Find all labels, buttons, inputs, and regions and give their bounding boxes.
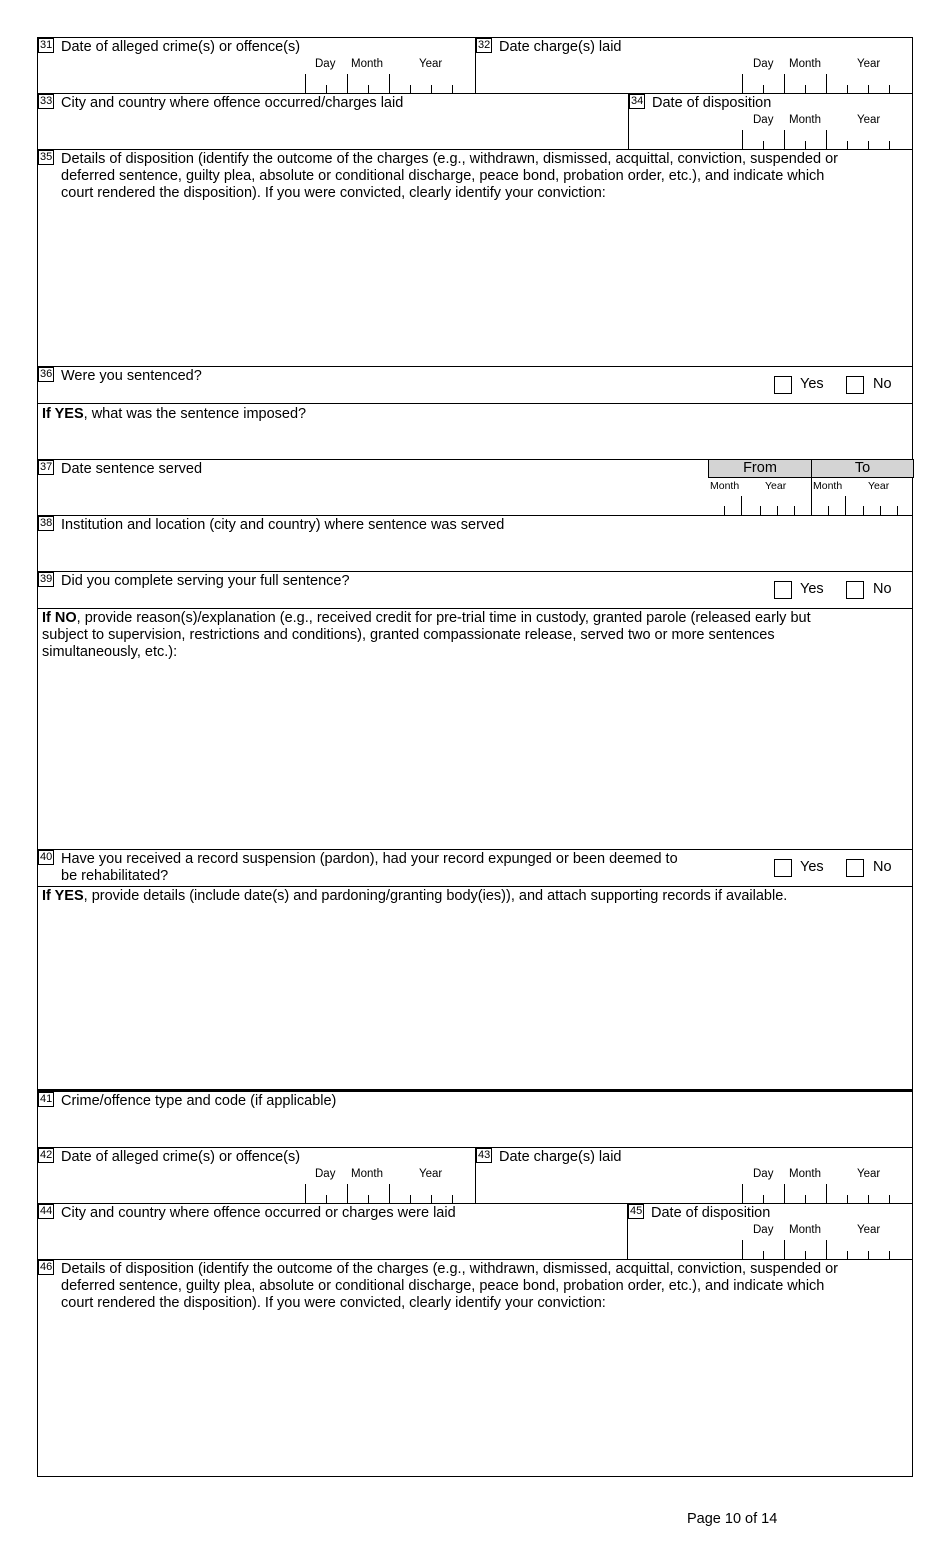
day-label: Day <box>315 58 336 70</box>
yes-checkbox[interactable] <box>774 859 792 877</box>
field-label: Date charge(s) laid <box>499 1149 622 1165</box>
field-36-sentence-cell[interactable] <box>37 403 913 460</box>
yes-label: Yes <box>800 581 824 597</box>
month-label: Month <box>710 480 740 492</box>
field-number: 38 <box>40 517 53 529</box>
field-label: Date charge(s) laid <box>499 39 622 55</box>
yes-label: Yes <box>800 859 824 875</box>
field-35-cell[interactable] <box>37 149 913 367</box>
field-label: Details of disposition (identify the outcome of the charges (e.g., withdrawn, dismissed, acquittal, conviction, suspended or deferred sentence, guilty plea, absolute or conditional discharge, peace bond, probation order, etc.), and indicate which court rendered the disposition). If you were convicted, clearly identify your conviction: <box>61 1261 838 1311</box>
field-label: Date sentence served <box>61 461 203 477</box>
field-39-cell <box>37 571 913 609</box>
field-number: 31 <box>40 39 53 51</box>
field-number: 46 <box>40 1261 53 1273</box>
yes-checkbox[interactable] <box>774 376 792 394</box>
field-number: 39 <box>40 573 53 585</box>
field-46-cell[interactable] <box>37 1259 913 1477</box>
field-33-cell[interactable] <box>37 93 629 150</box>
month-label: Month <box>789 58 821 70</box>
field-number: 33 <box>40 95 53 107</box>
field-39-explanation-cell[interactable] <box>37 608 913 850</box>
year-label: Year <box>419 58 443 70</box>
field-44-cell[interactable] <box>37 1203 628 1260</box>
field-number: 44 <box>40 1205 53 1217</box>
field-label: Did you complete serving your full sentence? <box>61 573 350 589</box>
day-label: Day <box>753 1168 774 1180</box>
yes-label: Yes <box>800 376 824 392</box>
field-38-cell[interactable] <box>37 515 913 572</box>
field-40-details-cell[interactable] <box>37 886 913 1092</box>
field-label: Details of disposition (identify the outcome of the charges (e.g., withdrawn, dismissed, acquittal, conviction, suspended or deferred sentence, guilty plea, absolute or conditional discharge, peace bond, probation order, etc.), and indicate which court rendered the disposition). If you were convicted, clearly identify your conviction: <box>61 151 838 201</box>
field-label: Date of alleged crime(s) or offence(s) <box>61 39 301 55</box>
page-number: Page 10 of 14 <box>687 1511 778 1527</box>
day-label: Day <box>315 1168 336 1180</box>
field-label: City and country where offence occurred or charges were laid <box>61 1205 456 1221</box>
year-label: Year <box>868 480 890 492</box>
field-label: Have you received a record suspension (pardon), had your record expunged or been deemed to be rehabilitated? <box>61 851 678 884</box>
field-label: Were you sentenced? <box>61 368 202 384</box>
field-label: Date of alleged crime(s) or offence(s) <box>61 1149 301 1165</box>
month-label: Month <box>813 480 843 492</box>
date-to-input[interactable] <box>811 478 914 516</box>
field-label: Date of disposition <box>652 95 772 111</box>
field-32-cell <box>475 37 913 94</box>
field-number: 43 <box>478 1149 491 1161</box>
to-header: To <box>811 459 914 478</box>
field-37-cell <box>37 459 913 516</box>
no-checkbox[interactable] <box>846 859 864 877</box>
no-label: No <box>873 581 892 597</box>
field-number: 40 <box>40 851 53 863</box>
date-input-dmy[interactable] <box>305 58 471 94</box>
date-input-dmy[interactable] <box>305 1168 471 1204</box>
field-label: If YES, provide details (include date(s) and pardoning/granting body(ies)), and attach supporting records if available. <box>42 888 788 904</box>
year-label: Year <box>765 480 787 492</box>
date-from-input[interactable] <box>708 478 812 516</box>
field-number: 41 <box>40 1093 53 1105</box>
month-label: Month <box>351 58 383 70</box>
month-label: Month <box>789 1168 821 1180</box>
month-label: Month <box>789 114 821 126</box>
field-label: City and country where offence occurred/charges laid <box>61 95 404 111</box>
field-label: Crime/offence type and code (if applicable) <box>61 1093 337 1109</box>
field-number: 42 <box>40 1149 53 1161</box>
field-43-cell <box>475 1147 913 1204</box>
year-label: Year <box>857 1168 881 1180</box>
year-label: Year <box>857 58 881 70</box>
year-label: Year <box>857 1224 881 1236</box>
day-label: Day <box>753 58 774 70</box>
month-label: Month <box>351 1168 383 1180</box>
field-number: 35 <box>40 151 53 163</box>
year-label: Year <box>857 114 881 126</box>
field-label: If YES, what was the sentence imposed? <box>42 406 307 422</box>
field-number: 45 <box>630 1205 643 1217</box>
field-number: 36 <box>40 368 53 380</box>
field-36-cell <box>37 366 913 404</box>
field-41-cell[interactable] <box>37 1091 913 1148</box>
field-34-cell <box>628 93 913 150</box>
year-label: Year <box>419 1168 443 1180</box>
date-input-dmy[interactable] <box>742 114 908 150</box>
field-number: 34 <box>631 95 644 107</box>
day-label: Day <box>753 1224 774 1236</box>
date-input-dmy[interactable] <box>742 58 908 94</box>
field-number: 37 <box>40 461 53 473</box>
day-label: Day <box>753 114 774 126</box>
field-42-cell <box>37 1147 476 1204</box>
from-header: From <box>708 459 812 478</box>
field-31-cell <box>37 37 476 94</box>
no-checkbox[interactable] <box>846 376 864 394</box>
month-label: Month <box>789 1224 821 1236</box>
no-label: No <box>873 859 892 875</box>
date-input-dmy[interactable] <box>742 1168 908 1204</box>
no-label: No <box>873 376 892 392</box>
yes-checkbox[interactable] <box>774 581 792 599</box>
field-label: Institution and location (city and country) where sentence was served <box>61 517 505 533</box>
field-number: 32 <box>478 39 491 51</box>
field-label: Date of disposition <box>651 1205 771 1221</box>
field-label: If NO, provide reason(s)/explanation (e.g., received credit for pre-trial time in custody, granted parole (released early but subject to supervision, restrictions and conditions), granted compassionate release, served two or more sentences simultaneously, etc.): <box>42 610 811 660</box>
date-input-dmy[interactable] <box>742 1224 908 1260</box>
no-checkbox[interactable] <box>846 581 864 599</box>
field-40-cell <box>37 849 913 887</box>
field-45-cell <box>627 1203 913 1260</box>
